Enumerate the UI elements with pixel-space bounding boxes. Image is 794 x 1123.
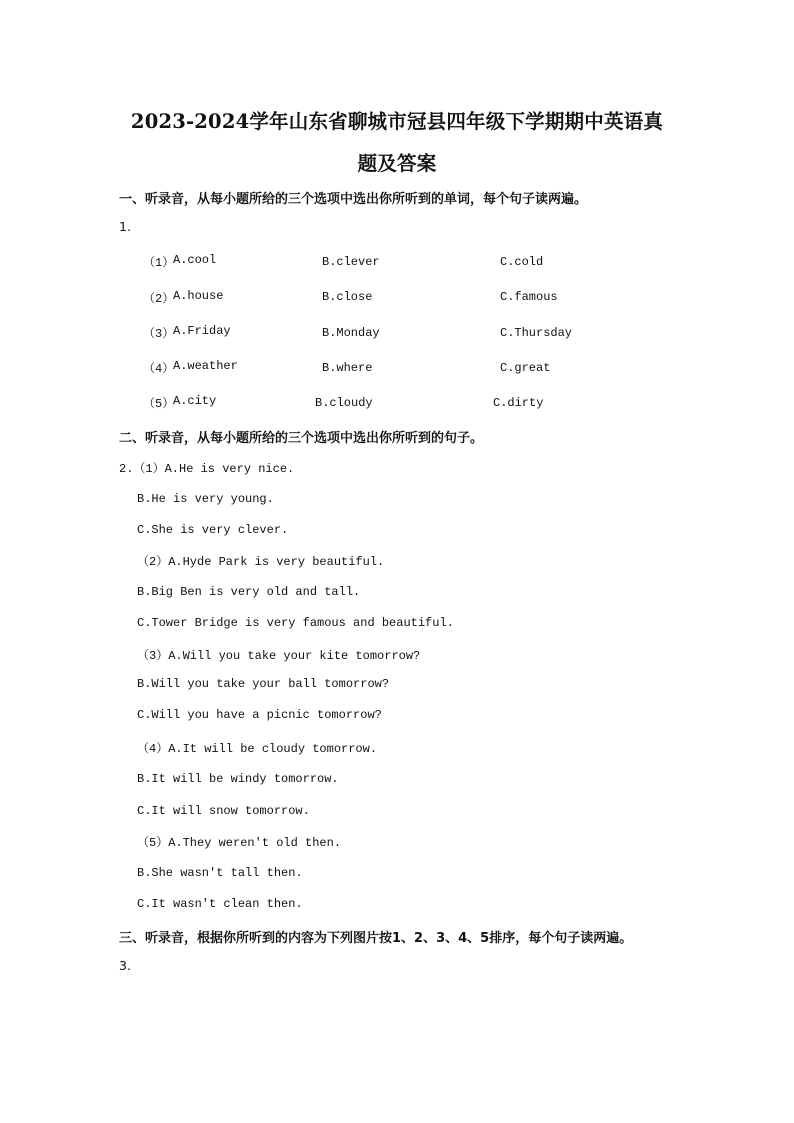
sentence-line: C.Will you have a picnic tomorrow?	[137, 708, 382, 722]
option-row-number: （2）	[143, 292, 175, 306]
option-c: C.dirty	[493, 396, 544, 410]
sentence-line: （4）A.It will be cloudy tomorrow.	[137, 742, 378, 756]
sentence-line: B.It will be windy tomorrow.	[137, 772, 339, 786]
option-a: A.Friday	[173, 324, 231, 338]
option-row-number: （1）	[143, 256, 175, 270]
sentence-line: （5）A.They weren't old then.	[137, 836, 342, 850]
option-c: C.Thursday	[500, 326, 573, 340]
option-b: B.clever	[322, 255, 380, 269]
section-1-heading: 一、听录音，从每小题所给的三个选项中选出你所听到的单词，每个句子读两遍。	[119, 192, 588, 207]
page-title-line-1: 2023-2024学年山东省聊城市冠县四年级下学期期中英语真	[130, 110, 664, 133]
sentence-line: 2.（1）A.He is very nice.	[119, 462, 295, 476]
question-1-number: 1.	[119, 219, 131, 234]
option-c: C.great	[500, 361, 551, 375]
sentence-line: B.He is very young.	[137, 492, 274, 506]
sentence-line: （2）A.Hyde Park is very beautiful.	[137, 555, 385, 569]
option-a: A.city	[173, 394, 217, 408]
option-b: B.cloudy	[315, 396, 373, 410]
option-a: A.cool	[173, 253, 217, 267]
option-b: B.close	[322, 290, 373, 304]
sentence-line: C.It wasn't clean then.	[137, 897, 303, 911]
option-a: A.weather	[173, 359, 238, 373]
page-title-line-2: 题及答案	[357, 152, 437, 175]
question-3-number: 3.	[119, 958, 131, 973]
sentence-line: C.It will snow tomorrow.	[137, 804, 310, 818]
sentence-line: C.Tower Bridge is very famous and beautiful.	[137, 616, 454, 630]
option-c: C.cold	[500, 255, 544, 269]
option-a: A.house	[173, 289, 224, 303]
option-row-number: （5）	[143, 397, 175, 411]
option-row-number: （4）	[143, 362, 175, 376]
sentence-line: B.She wasn't tall then.	[137, 866, 303, 880]
sentence-line: （3）A.Will you take your kite tomorrow?	[137, 649, 421, 663]
option-c: C.famous	[500, 290, 558, 304]
sentence-line: B.Big Ben is very old and tall.	[137, 585, 361, 599]
sentence-line: B.Will you take your ball tomorrow?	[137, 677, 390, 691]
option-b: B.Monday	[322, 326, 380, 340]
section-3-heading: 三、听录音，根据你所听到的内容为下列图片按1、2、3、4、5排序，每个句子读两遍。	[119, 931, 633, 946]
option-row-number: （3）	[143, 327, 175, 341]
sentence-line: C.She is very clever.	[137, 523, 289, 537]
option-b: B.where	[322, 361, 373, 375]
section-2-heading: 二、听录音，从每小题所给的三个选项中选出你所听到的句子。	[119, 431, 484, 446]
